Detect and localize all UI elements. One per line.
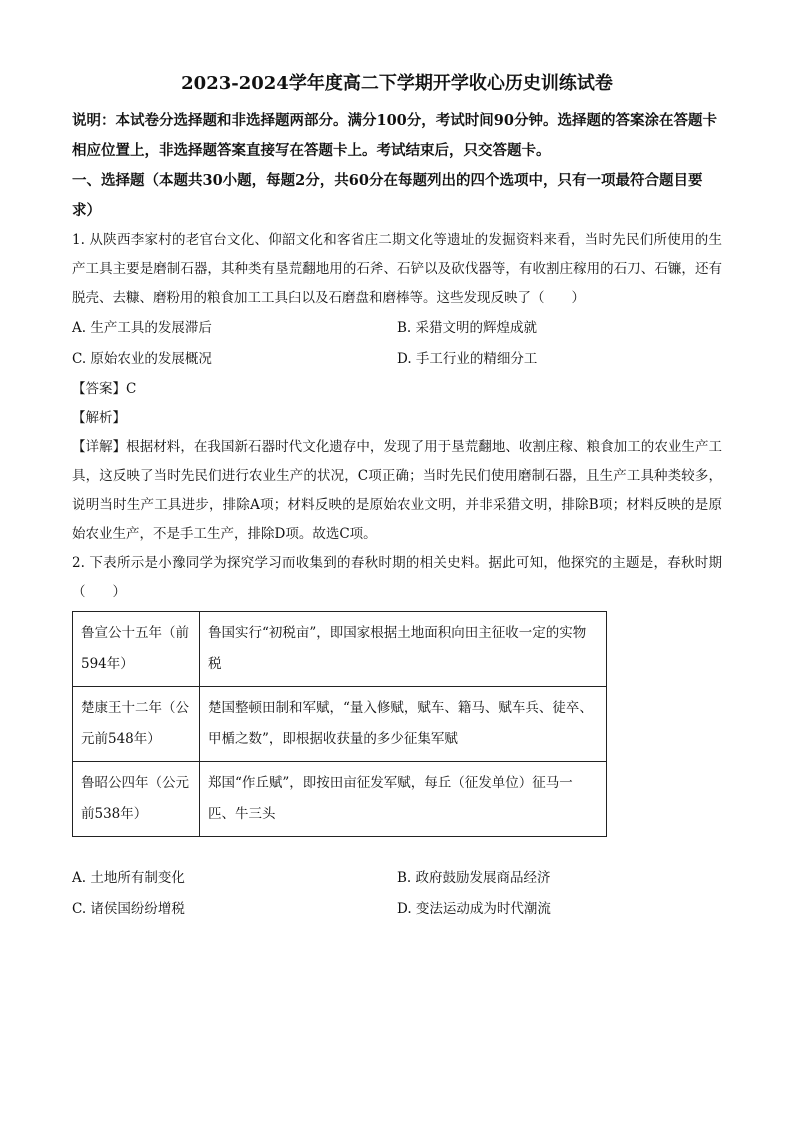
exam-page	[72, 70, 722, 925]
question-1-stem: 1. 从陕西李家村的老官台文化、仰韶文化和客省庄二期文化等遗址的发掘资料来看，当时先民们所使用的生产工具主要是磨制石器，其种类有垦荒翻地用的石斧、石铲以及砍伐器等，有收割庄稼用的石刀、石镰，还有脱壳、去糠、磨粉用的粮食加工工具臼以及石磨盘和磨棒等。这些发现反映了（ ）	[72, 232, 722, 306]
option-a: A. 生产工具的发展滞后	[72, 320, 212, 336]
instructions: 说明：本试卷分选择题和非选择题两部分。满分100分，考试时间90分钟。选择题的答案涂在答题卡相应位置上，非选择题答案直接写在答题卡上。考试结束后，只交答题卡。	[72, 112, 717, 159]
question-2-stem: 2. 下表所示是小豫同学为探究学习而收集到的春秋时期的相关史料。据此可知，他探究的主题是，春秋时期（ ）	[72, 555, 722, 600]
option-a: A. 土地所有制变化	[72, 870, 185, 886]
option-c: C. 原始农业的发展概况	[72, 351, 212, 367]
table-cell-content: 郑国“作丘赋”，即按田亩征发军赋，每丘（征发单位）征马一匹、牛三头	[200, 762, 607, 837]
question-1-options	[72, 313, 722, 375]
option-b: B. 采猎文明的辉煌成就	[397, 320, 538, 336]
question-2-options	[72, 863, 722, 925]
table-row	[73, 762, 607, 837]
page-title: 2023-2024学年度高二下学期开学收心历史训练试卷	[181, 73, 613, 94]
analysis-label: 【解析】	[72, 410, 126, 426]
answer: 【答案】C	[72, 381, 137, 397]
table-cell-time: 鲁宣公十五年（前594年）	[73, 612, 200, 687]
option-c: C. 诸侯国纷纷增税	[72, 901, 185, 917]
source-table	[72, 611, 607, 837]
table-cell-time: 楚康王十二年（公元前548年）	[73, 687, 200, 762]
table-cell-content: 鲁国实行“初税亩”，即国家根据土地面积向田主征收一定的实物税	[200, 612, 607, 687]
section-heading: 一、选择题（本题共30小题，每题2分，共60分在每题列出的四个选项中，只有一项最符合题目要求）	[72, 172, 703, 219]
option-d: D. 变法运动成为时代潮流	[397, 901, 551, 917]
table-cell-content: 楚国整顿田制和军赋，“量入修赋，赋车、籍马、赋车兵、徒卒、甲楯之数”，即根据收获量的多少征集军赋	[200, 687, 607, 762]
table-row	[73, 687, 607, 762]
table-cell-time: 鲁昭公四年（公元前538年）	[73, 762, 200, 837]
detail-explanation: 【详解】根据材料，在我国新石器时代文化遗存中，发现了用于垦荒翻地、收割庄稼、粮食加工的农业生产工具，这反映了当时先民们进行农业生产的状况，C项正确；当时先民们使用磨制石器，且生产工具种类较多，说明当时生产工具进步，排除A项；材料反映的是原始农业文明，并非采猎文明，排除B项；材料反映的是原始农业生产，不是手工生产，排除D项。故选C项。	[72, 439, 722, 542]
option-b: B. 政府鼓励发展商品经济	[397, 870, 551, 886]
table-row	[73, 612, 607, 687]
option-d: D. 手工行业的精细分工	[397, 351, 538, 367]
